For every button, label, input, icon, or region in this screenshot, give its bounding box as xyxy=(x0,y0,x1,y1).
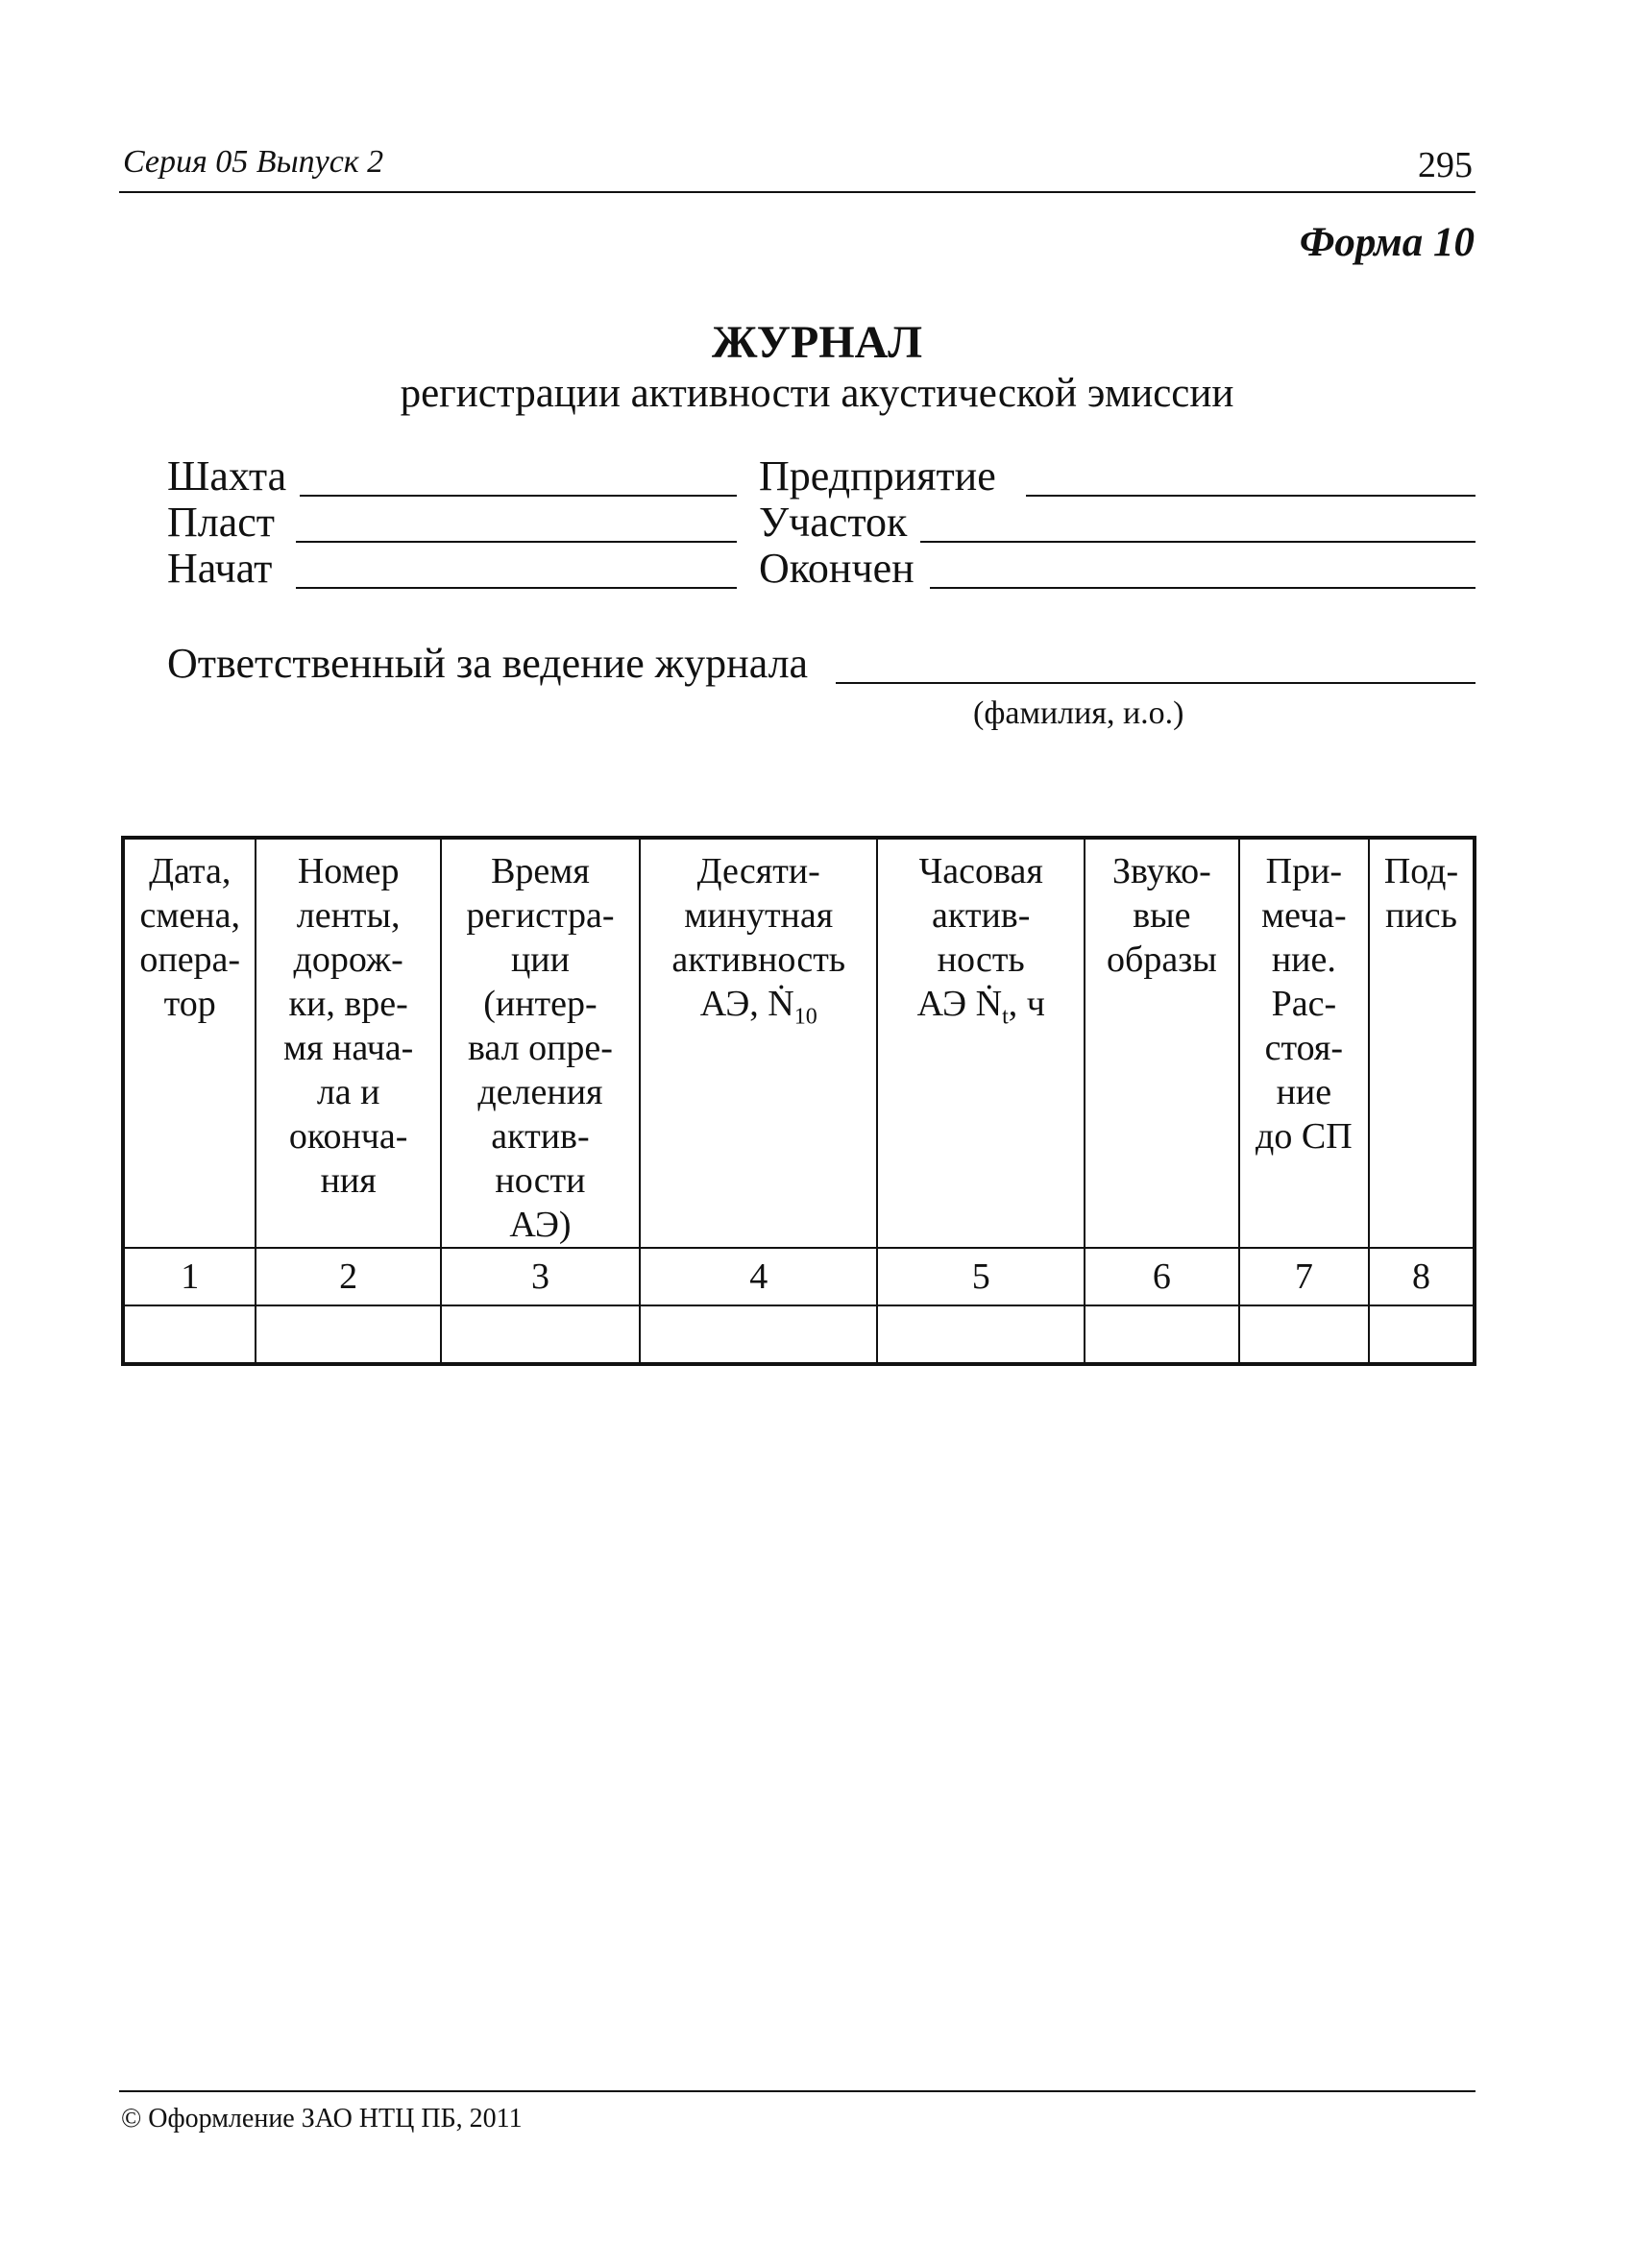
mine-field-line[interactable] xyxy=(300,495,737,497)
column-number: 8 xyxy=(1369,1248,1475,1305)
copyright-footer: © Оформление ЗАО НТЦ ПБ, 2011 xyxy=(121,2104,523,2134)
empty-cell[interactable] xyxy=(877,1305,1085,1364)
empty-cell[interactable] xyxy=(1369,1305,1475,1364)
header-rule xyxy=(119,191,1475,193)
section-field-line[interactable] xyxy=(920,541,1475,543)
header-hourly-activity: Часовая актив- ность АЭ Ṅ$_t$, ч xyxy=(877,838,1085,1248)
document-title: ЖУРНАЛ xyxy=(711,317,923,368)
column-number: 3 xyxy=(441,1248,640,1305)
finished-field-line[interactable] xyxy=(930,587,1475,589)
finished-label: Окончен xyxy=(759,545,915,592)
header-sound-images: Звуко- вые образы xyxy=(1085,838,1239,1248)
responsible-hint: (фамилия, и.о.) xyxy=(973,695,1184,731)
header-registration-time: Время регистра- ции (интер- вал опре- деления актив- ности АЭ) xyxy=(441,838,640,1248)
column-number: 5 xyxy=(877,1248,1085,1305)
empty-cell[interactable] xyxy=(640,1305,877,1364)
enterprise-field-line[interactable] xyxy=(1026,495,1475,497)
column-number: 4 xyxy=(640,1248,877,1305)
empty-cell[interactable] xyxy=(256,1305,440,1364)
document-subtitle: регистрации активности акустической эмиссии xyxy=(400,371,1234,416)
seam-label: Пласт xyxy=(167,499,276,546)
header-note: При- меча- ние. Рас- стоя- ние до СП xyxy=(1239,838,1369,1248)
empty-cell[interactable] xyxy=(441,1305,640,1364)
column-number: 2 xyxy=(256,1248,440,1305)
column-number: 7 xyxy=(1239,1248,1369,1305)
header-signature: Под- пись xyxy=(1369,838,1475,1248)
footer-rule xyxy=(119,2090,1475,2092)
series-label: Серия 05 Выпуск 2 xyxy=(123,144,384,180)
responsible-label: Ответственный за ведение журнала xyxy=(167,640,809,687)
enterprise-label: Предприятие xyxy=(759,452,996,500)
mine-label: Шахта xyxy=(167,452,287,500)
column-number: 1 xyxy=(123,1248,256,1305)
column-number: 6 xyxy=(1085,1248,1239,1305)
page-number: 295 xyxy=(1418,145,1473,185)
journal-table xyxy=(121,836,1476,1366)
started-label: Начат xyxy=(167,545,273,592)
seam-field-line[interactable] xyxy=(296,541,737,543)
header-ten-minute-activity: Десяти- минутная активность АЭ, Ṅ$_{10}$ xyxy=(640,838,877,1248)
started-field-line[interactable] xyxy=(296,587,737,589)
form-label: Форма 10 xyxy=(1299,220,1475,265)
empty-cell[interactable] xyxy=(1085,1305,1239,1364)
responsible-field-line[interactable] xyxy=(836,682,1475,684)
empty-cell[interactable] xyxy=(1239,1305,1369,1364)
empty-cell[interactable] xyxy=(123,1305,256,1364)
header-tape-number: Номер ленты, дорож- ки, вре- мя нача- ла и оконча- ния xyxy=(256,838,440,1248)
header-date-shift-operator: Дата, смена, опера- тор xyxy=(123,838,256,1248)
section-label: Участок xyxy=(759,499,908,546)
